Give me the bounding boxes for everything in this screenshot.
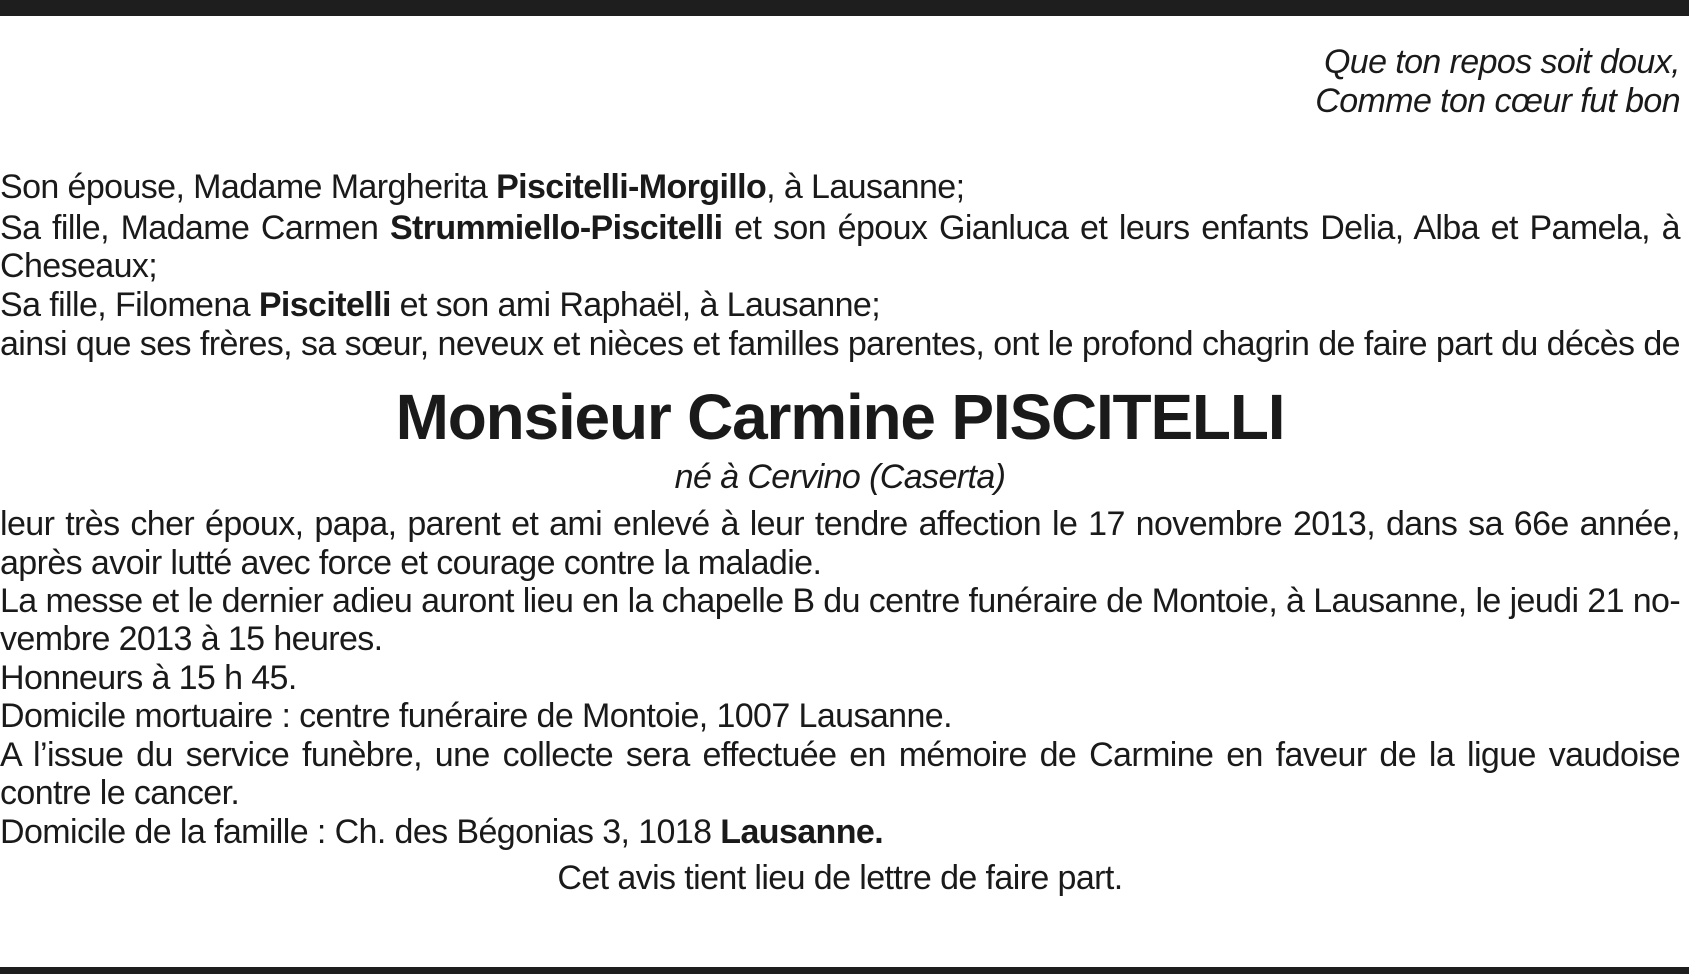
family-line-daughter-carmen	[0, 211, 1680, 245]
family-line-relatives: ainsi que ses frères, sa sœur, neveux et nièces et familles parentes, ont le profond chagrin de faire part du décès de	[0, 325, 1680, 363]
details-line-8: contre le cancer.	[0, 774, 240, 812]
daughter-carmen-surname: Strummiello-Piscitelli	[389, 209, 723, 247]
daughter-filomena-surname: Piscitelli	[258, 286, 391, 324]
details-line-3: La messe et le dernier adieu auront lieu en la chapelle B du centre funéraire de Montoie, à Lausanne, le jeudi 21 no-	[0, 582, 1681, 620]
details-line-family-address	[0, 815, 883, 849]
details-line-1: leur très cher époux, papa, parent et ami enlevé à leur tendre affection le 17 novembre 2013, dans sa 66e année,	[0, 505, 1680, 543]
details-line-5: Honneurs à 15 h 45.	[0, 659, 297, 697]
deceased-name: Monsieur Carmine PISCITELLI	[395, 381, 1285, 453]
family-line-daughter-filomena-pre: Sa fille, Filomena	[0, 286, 259, 324]
family-line-daughter-carmen-pre: Sa fille, Madame Carmen	[0, 209, 390, 247]
details-line-7: A l’issue du service funèbre, une collecte sera effectuée en mémoire de Carmine en faveur de la ligue vaudoise	[0, 736, 1680, 774]
details-line-4: vembre 2013 à 15 heures.	[0, 620, 383, 658]
bottom-border-rule	[0, 967, 1689, 974]
deceased-birthplace: né à Cervino (Caserta)	[674, 458, 1006, 496]
epigraph-line-1: Que ton repos soit doux,	[1323, 43, 1680, 81]
family-line-cheseaux: Cheseaux;	[0, 247, 158, 285]
family-line-spouse	[0, 170, 964, 204]
details-line-2: après avoir lutté avec force et courage contre la maladie.	[0, 544, 822, 582]
footer-note: Cet avis tient lieu de lettre de faire part.	[557, 859, 1123, 897]
epigraph-line-2: Comme ton cœur fut bon	[1315, 82, 1680, 120]
family-line-daughter-carmen-post: et son époux Gianluca et leurs enfants Delia, Alba et Pamela, à	[722, 209, 1680, 247]
details-line-6: Domicile mortuaire : centre funéraire de Montoie, 1007 Lausanne.	[0, 697, 952, 735]
family-line-daughter-filomena	[0, 288, 880, 322]
family-line-daughter-filomena-post: et son ami Raphaël, à Lausanne;	[390, 286, 881, 324]
spouse-surname: Piscitelli-Morgillo	[496, 168, 767, 206]
family-address-city: Lausanne.	[720, 813, 884, 851]
family-line-spouse-post: , à Lausanne;	[766, 168, 965, 206]
family-line-spouse-pre: Son épouse, Madame Margherita	[0, 168, 497, 206]
family-address-pre: Domicile de la famille : Ch. des Bégonias 3, 1018	[0, 813, 721, 851]
